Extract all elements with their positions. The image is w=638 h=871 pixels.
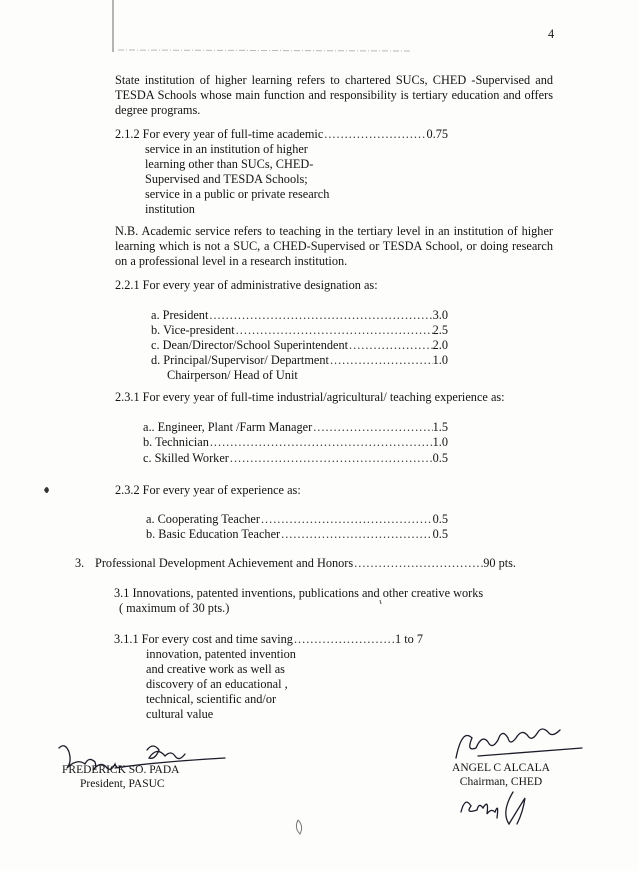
designation-row [151, 353, 448, 368]
continuation-line: service in an institution of higher [145, 142, 308, 156]
designation-value: 2.5 [432, 323, 448, 337]
leader-dots [348, 338, 433, 353]
intro-paragraph [115, 73, 553, 118]
designation-row [151, 308, 448, 323]
experience-label: a. Cooperating Teacher [146, 512, 260, 526]
experience-row [143, 451, 448, 466]
experience-row [143, 420, 448, 435]
page-number: 4 [548, 27, 555, 41]
item-3-1-1-label: 3.1.1 For every cost and time saving [114, 632, 293, 646]
intro-paragraph-text: State institution of higher learning refers to chartered SUCs, CHED -Supervised and TESDA Schools whose main function and responsibility is tertiary education and offers degree programs. [115, 73, 553, 117]
experience-label: a.. Engineer, Plant /Farm Manager [143, 420, 313, 434]
continuation-line: innovation, patented invention [146, 647, 296, 661]
experience-value: 0.5 [432, 451, 448, 465]
designation-value: 3.0 [432, 308, 448, 322]
continuation-line: discovery of an educational , [146, 677, 288, 691]
leader-dots [280, 527, 433, 542]
designation-label: d. Principal/Supervisor/ Department [151, 353, 329, 367]
experience-label: c. Skilled Worker [143, 451, 229, 465]
nb-paragraph-text: N.B. Academic service refers to teaching in the tertiary level in an institution of higher learning which is not a SUC, a CHED-Supervised or TESDA School, or doing research on a professional level in a research institution. [115, 224, 553, 268]
item-3-1-1-value: 1 to 7 [394, 632, 423, 646]
item-2-1-2 [115, 127, 448, 142]
leader-dots [323, 127, 426, 142]
signatory-right [441, 761, 561, 789]
continuation-line: learning other than SUCs, CHED- [145, 157, 314, 171]
continuation-line: institution [145, 202, 195, 216]
signature-right [448, 722, 588, 762]
section-3-label: Professional Development Achievement and Honors [95, 556, 354, 570]
experience-value: 1.5 [432, 420, 448, 434]
continuation-line: technical, scientific and/or [146, 692, 277, 706]
leader-dots [208, 308, 432, 323]
initials-mark [455, 788, 535, 838]
item-3-1-1 [114, 632, 423, 647]
leader-dots [293, 632, 395, 647]
designation-row [151, 323, 448, 338]
experience-row [143, 435, 448, 450]
signatory-left [62, 763, 179, 791]
top-rule [118, 50, 410, 51]
designation-value: 1.0 [432, 353, 448, 367]
experience-label: b. Technician [143, 435, 209, 449]
item-2-1-2-value: 0.75 [426, 127, 448, 141]
section-3-value: 90 pts. [483, 556, 516, 570]
leader-dots [329, 353, 433, 368]
leader-dots [229, 451, 433, 466]
section-3-number: 3. [75, 556, 85, 570]
experience-value: 0.5 [432, 527, 448, 541]
section-3-heading [95, 556, 516, 571]
item-2-3-1-heading: 2.3.1 For every year of full-time industrial/agricultural/ teaching experience as: [115, 390, 505, 404]
signatory-right-title: Chairman, CHED [459, 776, 543, 788]
experience-value: 0.5 [432, 512, 448, 526]
item-2-2-1-heading: 2.2.1 For every year of administrative designation as: [115, 278, 378, 292]
designation-label: c. Dean/Director/School Superintendent [151, 338, 349, 352]
item-2-1-2-label: 2.1.2 For every year of full-time academic [115, 127, 324, 141]
item-3-1-1-continuation [146, 647, 296, 722]
leader-dots [260, 512, 433, 527]
continuation-line: Supervised and TESDA Schools; [145, 172, 308, 186]
designation-label: b. Vice-president [151, 323, 235, 337]
scan-mark [296, 820, 301, 834]
scan-mark [44, 487, 49, 493]
experience-row [146, 512, 448, 527]
item-3-1-line1: 3.1 Innovations, patented inventions, publications and other creative works [114, 586, 484, 600]
nb-paragraph [115, 224, 553, 269]
experience-value: 1.0 [432, 435, 448, 449]
signatory-left-name: FREDERICK SO. PADA [62, 764, 180, 776]
leader-dots [312, 420, 432, 435]
experience-label: b. Basic Education Teacher [146, 527, 281, 541]
designation-label: a. President [151, 308, 209, 322]
item-2-1-2-continuation [145, 142, 329, 217]
continuation-line: service in a public or private research [145, 187, 330, 201]
continuation-line: cultural value [146, 707, 214, 721]
leader-dots [209, 435, 433, 450]
item-2-3-2-heading: 2.3.2 For every year of experience as: [115, 483, 301, 497]
designation-row [151, 338, 448, 353]
designation-continuation: Chairperson/ Head of Unit [167, 368, 298, 382]
designation-value: 2.0 [432, 338, 448, 352]
leader-dots [353, 556, 483, 571]
continuation-line: and creative work as well as [146, 662, 285, 676]
item-3-1-line2: ( maximum of 30 pts.) [119, 601, 230, 615]
experience-row [146, 527, 448, 542]
signatory-left-title: President, PASUC [80, 778, 165, 790]
leader-dots [235, 323, 433, 338]
signatory-right-name: ANGEL C ALCALA [452, 762, 550, 774]
